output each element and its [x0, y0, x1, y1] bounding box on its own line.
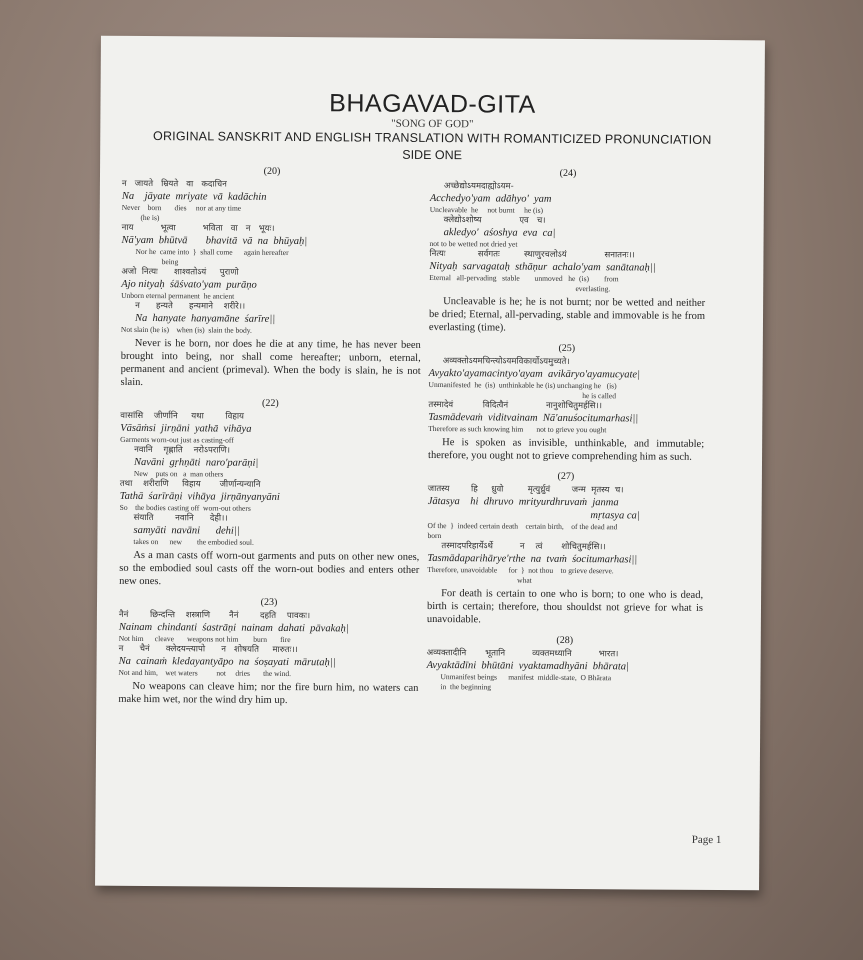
romanized-line: Tasmādaparihārye'rthe na tvaṁ śocitumarhasi|| — [427, 552, 638, 566]
document-page — [95, 36, 765, 891]
verse-22 — [119, 396, 420, 590]
verse-number: (22) — [262, 397, 279, 409]
left-column — [118, 164, 422, 715]
romanized-line: Acchedyo'yam adāhyo' yam — [429, 192, 552, 205]
romanized-line: Na jāyate mriyate vā kadāchin — [121, 190, 267, 203]
sanskrit-line: अच्छेद्योऽयमदाह्योऽयम- — [443, 181, 514, 192]
gloss-line: So the bodies casting off worn-out others — [119, 502, 251, 513]
romanized-line: Navāni gṛhṇāti naro'parāṇi| — [133, 456, 259, 469]
gloss-line: Uncleavable he not burnt he (is) — [429, 204, 544, 215]
sanskrit-line: अव्यक्तोऽयमचिन्त्योऽयमविकार्योऽयमुच्यते। — [442, 356, 570, 367]
header — [100, 88, 765, 167]
verse-24 — [429, 166, 706, 336]
romanized-line: Avyakto'ayamacintyo'ayam avikāryo'ayamucyate| — [428, 367, 641, 381]
sanskrit-line: तथा शरीराणि विहाय जीर्णान्यन्यानि — [119, 478, 261, 490]
romanized-line: Avyaktādīni bhūtāni vyaktamadhyāni bhārata| — [426, 659, 629, 673]
gloss-line: Unmanifested he (is) unthinkable he (is) unchanging he (is) — [428, 379, 617, 391]
romanized-line: Nityaḥ sarvagataḥ sthāṇur achalo'yam sanātanaḥ|| — [429, 260, 656, 274]
verse-23 — [118, 595, 419, 708]
verse-20 — [121, 164, 423, 391]
gloss-line: in the beginning — [440, 682, 492, 692]
gloss-line: Of the } indeed certain death certain birth, of the dead and — [427, 520, 618, 532]
gloss-line: being — [135, 256, 179, 267]
gloss-line: Never born dies nor at any time — [121, 202, 242, 213]
translation: No weapons can cleave him; nor the fire burn him, no waters can make him wet, nor the wind dry him up. — [118, 680, 419, 707]
gloss-line: Not slain (he is) when (is) slain the body. — [120, 324, 252, 335]
verse-number: (28) — [556, 634, 574, 647]
subtitle: "SONG OF GOD" — [391, 117, 474, 131]
gloss-line: Not him cleave weapons not him burn fire — [118, 633, 291, 645]
romanized-line: akledyo' aśoshya eva ca| — [443, 227, 556, 239]
sanskrit-line: नैनं छिन्दन्ति शस्त्राणि नैनं दहति पावकः। — [118, 609, 311, 622]
sanskrit-line: क्लेद्योऽशोष्य एव च। — [443, 215, 546, 226]
page-number: Page 1 — [691, 833, 722, 847]
page-title: BHAGAVAD-GITA — [329, 89, 536, 119]
romanized-line: Tathā śarīrāṇi vihāya jirṇānyanyāni — [119, 490, 280, 503]
verse-number: (25) — [558, 342, 576, 355]
verse-28 — [426, 633, 702, 694]
description: ORIGINAL SANSKRIT AND ENGLISH TRANSLATION WITH ROMANTICIZED PRONUNCIATION — [153, 129, 712, 147]
gloss-line: he is called — [428, 389, 617, 401]
gloss-line: Not and him, wet waters not dries the wind. — [118, 667, 292, 679]
gloss-line: Therefore, unavoidable for } not thou to grieve deserve. — [427, 564, 614, 576]
romanized-line: mṛtasya ca| — [427, 508, 640, 522]
gloss-line: Eternal all-pervading stable unmoved he (is) from — [429, 272, 619, 284]
translation: He is spoken as invisible, unthinkable, and immutable; therefore, you ought not to grieve comprehending him as such. — [428, 437, 705, 463]
gloss-line: Unmanifest beings manifest middle-state, O Bhārata — [440, 672, 612, 683]
translation: Never is he born, nor does he die at any time, he has never been brought into being, nor shall come hereafter; unborn, eternal, permanent and ancient (primeval). When the body is slain, he is not slain. — [120, 337, 421, 388]
romanized-line: Jātasya hi dhruvo mrityurdhruvaṁ janma — [427, 495, 619, 509]
sanskrit-line: नाय भूत्वा भविता वा न भूयः। — [121, 222, 275, 234]
gloss-line: born — [427, 530, 442, 541]
verse-number: (23) — [260, 596, 278, 608]
side-label: SIDE ONE — [402, 147, 463, 163]
gloss-line: Therefore as such knowing him not to grieve you ought — [428, 423, 607, 435]
romanized-line: Ajo nityaḥ śāśvato'yam purāṇo — [121, 278, 257, 291]
gloss-line: Garments worn-out just as casting-off — [120, 434, 234, 445]
sanskrit-line: वासांसि जीर्णानि यथा विहाय — [120, 410, 245, 422]
verse-25 — [428, 341, 705, 464]
romanized-line: Na hanyate hanyamāne śarīre|| — [134, 312, 276, 325]
translation: As a man casts off worn-out garments and puts on other new ones, so the embodied soul casts off the worn-out bodies and enters other new ones. — [119, 549, 420, 588]
sanskrit-line: अव्यक्तादीनि भूतानि व्यक्तमध्यानि भारत। — [426, 647, 619, 660]
romanized-line: Tasmādevaṁ viditvainam Nā'anuśocitumarhasi|| — [428, 411, 639, 425]
gloss-line: Nor he came into } shall come again hereafter — [135, 246, 289, 258]
gloss-line: what — [427, 574, 532, 585]
sanskrit-line: न हन्यते हन्यमाने शरीरे।। — [135, 300, 246, 312]
romanized-line: samyāti navāni dehi|| — [133, 524, 240, 537]
sanskrit-line: अजो नित्यः शाश्वतोऽयं पुराणो — [121, 266, 239, 278]
sanskrit-line: नवानि गृह्णाति नरोऽपराणि। — [134, 444, 231, 456]
romanized-line: Vāsāṁsi jirṇāni yathā vihāya — [120, 422, 252, 435]
translation: For death is certain to one who is born; to one who is dead, birth is certain; therefore, thou shouldst not grieve for what is unavoidable. — [426, 588, 704, 626]
translation: Uncleavable is he; he is not burnt; nor be wetted and neither be dried; Eternal, all-pervading, stable and immovable is he from everlasting (time). — [428, 296, 706, 334]
romanized-line: Na cainaṁ kledayantyāpo na śoṣayati mārutaḥ|| — [118, 655, 336, 669]
verse-number: (24) — [559, 167, 577, 180]
verse-number: (20) — [263, 165, 281, 177]
sanskrit-line: जातस्य हि ध्रुवो मृत्युर्ध्रुवं जन्म मृतस्य च। — [427, 483, 624, 496]
sanskrit-line: तस्मादेवं विदित्वैनं नानुशोचितुमर्हसि।। — [428, 399, 603, 412]
sanskrit-line: न चैनं क्लेदयन्त्यापो न शोषयति मारुतः।। — [118, 643, 298, 656]
sanskrit-line: तस्मादपरिहार्येऽर्थे न त्वं शोचितुमर्हसि।। — [441, 541, 606, 553]
sanskrit-line: न जायते म्रियते वा कदाचिन — [121, 178, 227, 190]
verse-number: (27) — [557, 470, 575, 483]
sanskrit-line: नित्यः सर्वगतः स्थाणुरचलोऽयं सनातनः।। — [429, 248, 635, 261]
romanized-line: Nā'yam bhūtvā bhavitā vā na bhūyaḥ| — [121, 234, 308, 248]
verse-27 — [427, 469, 704, 628]
gloss-line: Unborn eternal permanent he ancient — [121, 290, 235, 301]
gloss-line: takes on new the embodied soul. — [133, 536, 254, 547]
gloss-line: not to be wetted not dried yet — [429, 238, 518, 249]
gloss-line: (he is) — [121, 212, 160, 223]
sanskrit-line: संयाति नवानि देही।। — [133, 512, 228, 524]
gloss-line: New puts on a man others — [133, 468, 224, 479]
romanized-line: Nainam chindanti śastrāṇi nainam dahati pāvakaḥ| — [118, 621, 349, 635]
gloss-line: everlasting. — [429, 282, 611, 294]
right-column — [426, 166, 706, 701]
